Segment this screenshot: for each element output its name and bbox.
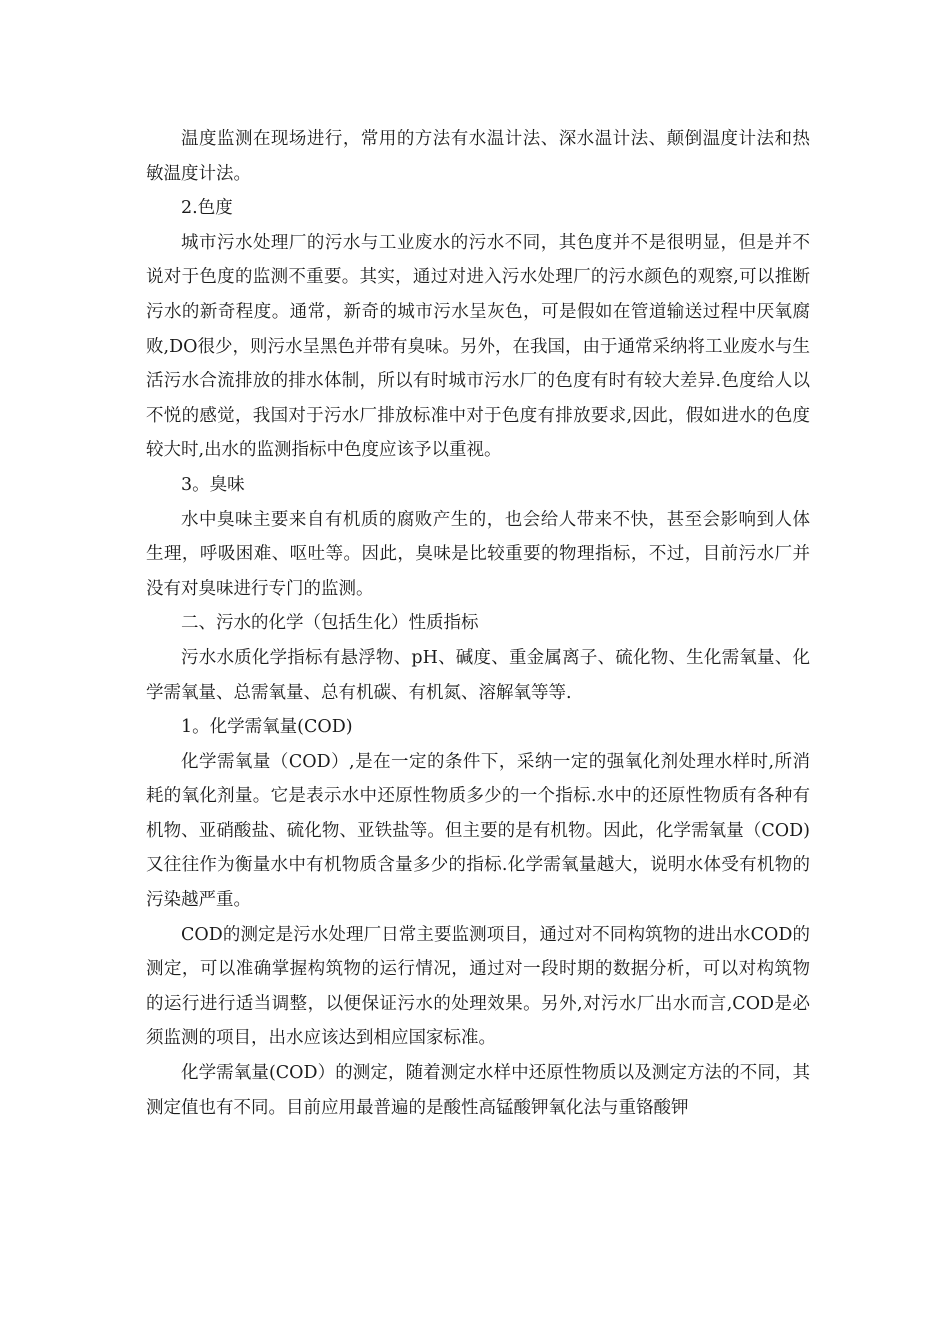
paragraph-cod-methods: 化学需氧量(COD）的测定，随着测定水样中还原性物质以及测定方法的不同，其测定值也有不同。目前应用最普遍的是酸性高锰酸钾氧化法与重铬酸钾 <box>146 1063 810 1118</box>
section-heading-odor: 3。臭味 <box>181 474 245 495</box>
paragraph-cod-monitoring: COD的测定是污水处理厂日常主要监测项目，通过对不同构筑物的进出水COD的测定，可以准确掌握构筑物的运行情况，通过对一段时期的数据分析，可以对构筑物的运行进行适当调整，以便保证污水的处理效果。另外,对污水厂出水而言,COD是必须监测的项目，出水应该达到相应国家标准。 <box>146 924 810 1049</box>
section-heading-chemical-indicators: 二、污水的化学（包括生化）性质指标 <box>181 613 479 634</box>
document-body <box>146 122 810 1125</box>
section-heading-color: 2.色度 <box>181 198 233 219</box>
section-heading-cod: 1。化学需氧量(COD) <box>181 717 353 738</box>
paragraph-color: 城市污水处理厂的污水与工业废水的污水不同，其色度并不是很明显，但是并不说对于色度的监测不重要。其实，通过对进入污水处理厂的污水颜色的观察,可以推断污水的新奇程度。通常，新奇的城市污水呈灰色，可是假如在管道输送过程中厌氧腐败,DO很少，则污水呈黑色并带有臭味。另外，在我国，由于通常采纳将工业废水与生活污水合流排放的排水体制，所以有时城市污水厂的色度有时有较大差异.色度给人以不悦的感觉，我国对于污水厂排放标准中对于色度有排放要求,因此，假如进水的色度较大时,出水的监测指标中色度应该予以重视。 <box>146 232 810 461</box>
paragraph-cod-definition: 化学需氧量（COD）,是在一定的条件下，采纳一定的强氧化剂处理水样时,所消耗的氧化剂量。它是表示水中还原性物质多少的一个指标.水中的还原性物质有各种有机物、亚硝酸盐、硫化物、亚铁盐等。但主要的是有机物。因此，化学需氧量（COD)又往往作为衡量水中有机物质含量多少的指标.化学需氧量越大，说明水体受有机物的污染越严重。 <box>146 751 810 911</box>
paragraph-odor: 水中臭味主要来自有机质的腐败产生的，也会给人带来不快，甚至会影响到人体生理，呼吸困难、呕吐等。因此，臭味是比较重要的物理指标，不过，目前污水厂并没有对臭味进行专门的监测。 <box>146 509 810 599</box>
paragraph-chemical-indicators: 污水水质化学指标有悬浮物、pH、碱度、重金属离子、硫化物、生化需氧量、化学需氧量、总需氧量、总有机碳、有机氮、溶解氧等等. <box>146 647 810 703</box>
paragraph-temperature-methods: 温度监测在现场进行，常用的方法有水温计法、深水温计法、颠倒温度计法和热敏温度计法。 <box>146 129 810 184</box>
